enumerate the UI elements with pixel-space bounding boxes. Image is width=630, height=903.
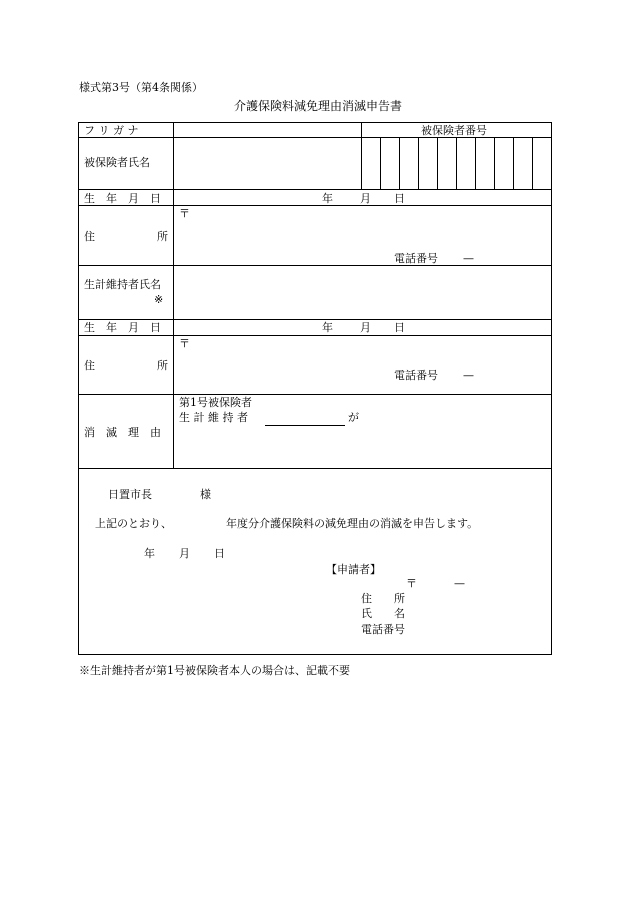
form-number: 様式第3号（第4条関係）: [79, 81, 203, 94]
insured-name-label: 被保険者氏名: [84, 156, 150, 169]
applicant-heading: 【申請者】: [326, 563, 381, 576]
address-2-label-char-2: 所: [157, 359, 168, 372]
birth-month-unit: 月: [360, 192, 371, 205]
reason-line-1: 第1号被保険者: [179, 396, 252, 409]
applicant-postal-dash: —: [454, 577, 465, 590]
reason-line-2: 生 計 維 持 者: [179, 411, 248, 424]
insured-name-field[interactable]: [174, 138, 360, 188]
applicant-address-char-1: 住: [361, 592, 372, 605]
birth-day-unit: 日: [394, 192, 405, 205]
date-month-unit: 月: [179, 547, 190, 560]
birth-2-year-unit: 年: [322, 321, 333, 334]
birth-2-month-unit: 月: [360, 321, 371, 334]
householder-name-field[interactable]: [174, 266, 550, 318]
postal-2-mark: 〒: [179, 337, 190, 350]
phone-label: 電話番号: [394, 252, 438, 265]
addressee-honorific: 様: [200, 488, 211, 501]
furigana-label: フ リ ガ ナ: [84, 124, 139, 137]
insured-number-label: 被保険者番号: [421, 124, 487, 137]
insured-number-field[interactable]: [362, 138, 551, 188]
birth-year-unit: 年: [322, 192, 333, 205]
householder-name-label: 生計維持者氏名: [84, 278, 161, 291]
applicant-phone-label: 電話番号: [361, 623, 405, 636]
address-label-char-1: 住: [84, 230, 95, 243]
postal-mark: 〒: [179, 207, 190, 220]
furigana-field[interactable]: [174, 123, 360, 136]
date-year-unit: 年: [144, 547, 155, 560]
page-title: 介護保険料減免理由消滅申告書: [234, 99, 403, 113]
phone-2-label: 電話番号: [394, 369, 438, 382]
phone-2-dash: —: [463, 369, 474, 382]
statement-prefix: 上記のとおり、: [95, 517, 172, 530]
phone-dash: —: [463, 252, 474, 265]
applicant-postal-mark: 〒: [406, 577, 417, 590]
statement-suffix: 年度分介護保険料の減免理由の消滅を申告します。: [226, 517, 479, 530]
address-2-label-char-1: 住: [84, 359, 95, 372]
reason-label: 消 滅 理 由: [84, 426, 161, 439]
birth-date-2-label: 生 年 月 日: [84, 321, 161, 334]
reason-suffix: が: [348, 411, 359, 424]
householder-note-mark: ※: [154, 293, 164, 306]
date-day-unit: 日: [214, 547, 225, 560]
birth-2-day-unit: 日: [394, 321, 405, 334]
footnote: ※生計維持者が第1号被保険者本人の場合は、記載不要: [79, 664, 350, 677]
applicant-address-char-2: 所: [394, 592, 405, 605]
addressee: 日置市長: [108, 488, 152, 501]
reason-blank-underline[interactable]: [265, 425, 345, 426]
applicant-name-char-2: 名: [394, 607, 405, 620]
birth-date-label: 生 年 月 日: [84, 192, 161, 205]
address-label-char-2: 所: [157, 230, 168, 243]
applicant-name-char-1: 氏: [361, 607, 372, 620]
